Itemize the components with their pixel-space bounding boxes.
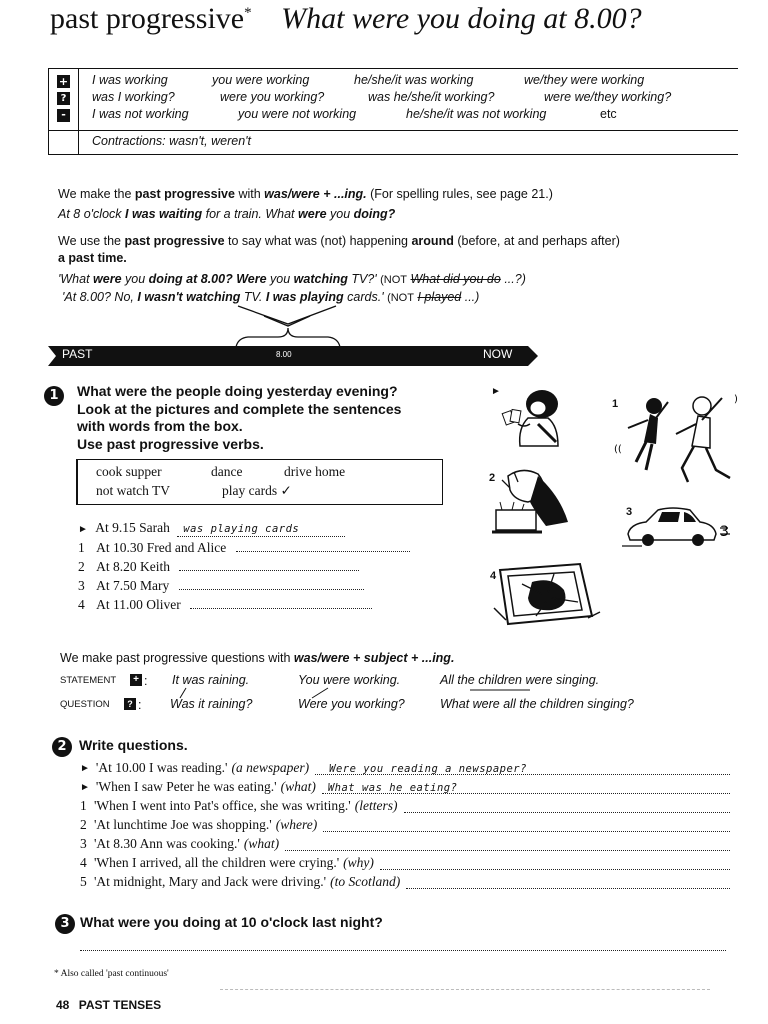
colon: : (138, 698, 142, 712)
answer-field[interactable] (380, 855, 730, 870)
text: past progressive (134, 187, 235, 201)
text: + subject + ...ing. (353, 651, 455, 665)
list-item (80, 779, 730, 795)
exercise-3-number: 3 (55, 914, 75, 934)
word-box-item: dance (211, 464, 243, 479)
exercise-1-number: 1 (44, 386, 64, 406)
answer-field[interactable] (179, 577, 364, 590)
text: was/were + ...ing. (264, 187, 367, 201)
exercise-1-instructions (77, 383, 401, 453)
item-number: ► (80, 763, 90, 774)
title-footnote-mark: * (244, 5, 252, 21)
instruction-line: Look at the pictures and complete the sentences (77, 400, 402, 417)
question-row (60, 697, 740, 715)
word-box-item: cook supper (96, 464, 162, 479)
item-number: 3 (80, 836, 87, 851)
answer-field[interactable] (179, 558, 359, 571)
item-number: 1 (78, 540, 85, 555)
item-cue: (what) (280, 779, 316, 794)
page-title-row (50, 2, 642, 36)
item-text: 'At 10.00 I was reading.' (95, 760, 228, 775)
question-label: QUESTION (60, 699, 110, 710)
text: ...?) (504, 272, 526, 286)
text: were (93, 272, 122, 286)
example-statement: You were working. (298, 673, 401, 687)
answer-field[interactable] (315, 760, 730, 775)
answer-field[interactable] (404, 798, 731, 813)
exercise-3-title: What were you doing at 10 o'clock last night? (80, 914, 383, 930)
answer-field[interactable] (190, 596, 372, 609)
picture-label: 4 (490, 570, 497, 582)
timeline-time-label: 8.00 (276, 350, 292, 359)
text: you (330, 207, 351, 221)
text: TV?' (351, 272, 377, 286)
item-number: 1 (80, 798, 87, 813)
text: I wasn't watching (137, 290, 241, 304)
list-item (80, 798, 730, 814)
woman-playing-cards-illustration (498, 384, 570, 452)
contractions-note: Contractions: wasn't, weren't (92, 134, 252, 148)
item-text: At 11.00 Oliver (96, 597, 181, 612)
explanation-2-line2: a past time. (58, 251, 127, 265)
list-item (78, 596, 372, 613)
item-text: At 10.30 Fred and Alice (96, 540, 227, 555)
list-item (80, 760, 730, 776)
item-text: 'At lunchtime Joe was shopping.' (94, 817, 272, 832)
answer-text: What was he eating? (327, 782, 458, 794)
conj-cell: you were working (212, 73, 310, 87)
item-text: 'At 8.30 Ann was cooking.' (94, 836, 240, 851)
text: 'At 8.00? No, (62, 290, 134, 304)
conj-cell: were we/they working? (544, 90, 672, 104)
answer-field[interactable] (406, 874, 730, 889)
word-box-item: drive home (284, 464, 346, 479)
item-number: 4 (78, 597, 85, 612)
text: We make the (58, 187, 132, 201)
exercise-3-answer-field[interactable] (80, 938, 726, 951)
text: past progressive (124, 234, 225, 248)
item-cue: (where) (275, 817, 318, 832)
text: (before, at and perhaps after) (457, 234, 620, 248)
colon: : (144, 674, 148, 688)
picture-label: 3 (626, 506, 633, 518)
exercise-2-number: 2 (52, 737, 72, 757)
item-cue: (to Scotland) (330, 874, 401, 889)
word-box (76, 459, 443, 505)
text: to say what was (not) happening (228, 234, 408, 248)
conj-cell: you were not working (238, 107, 357, 121)
item-text: 'When I saw Peter he was eating.' (95, 779, 277, 794)
example-3 (62, 290, 479, 304)
exercise-2-items (80, 760, 740, 900)
item-number: 5 (80, 874, 87, 889)
section-name: PAST TENSES (78, 998, 162, 1012)
conj-cell: he/she/it was working (354, 73, 474, 87)
exercise-2-title: Write questions. (79, 737, 188, 753)
plus-icon: + (130, 674, 142, 686)
text: you (125, 272, 146, 286)
item-cue: (what) (243, 836, 280, 851)
text: I was playing (265, 290, 344, 304)
answer-field[interactable] (323, 817, 730, 832)
answer-field[interactable] (236, 539, 410, 552)
svg-text:3: 3 (720, 524, 729, 540)
questions-intro (60, 651, 454, 665)
answer-field[interactable] (285, 836, 730, 851)
list-item (80, 817, 730, 833)
item-text: At 9.15 Sarah (95, 520, 170, 535)
conj-cell: were you working? (220, 90, 325, 104)
text: We use the (58, 234, 122, 248)
picture-label: ► (491, 386, 501, 397)
item-number: 4 (80, 855, 87, 870)
text: cards.' (347, 290, 384, 304)
item-cue: (letters) (354, 798, 398, 813)
conj-cell: was I working? (92, 90, 175, 104)
word-box-item: play cards ✓ (222, 483, 292, 498)
text: Were (236, 272, 267, 286)
timeline-graphic (48, 304, 548, 368)
text: around (411, 234, 454, 248)
item-number: ► (78, 524, 88, 535)
broken-tv-illustration (492, 562, 604, 628)
item-text: 'When I arrived, all the children were crying.' (94, 855, 340, 870)
text: We make past progressive questions with (60, 651, 291, 665)
conj-cell: I was not working (92, 107, 189, 121)
item-text: At 8.20 Keith (96, 559, 170, 574)
text: 'What (58, 272, 90, 286)
man-cooking-illustration (488, 466, 580, 546)
text: I was waiting (125, 207, 203, 221)
question-icon: ? (124, 698, 136, 710)
couple-dancing-illustration (606, 384, 746, 488)
conj-cell: etc (600, 107, 617, 121)
item-cue: (why) (343, 855, 374, 870)
statement-label: STATEMENT (60, 675, 117, 686)
timeline-past-label: PAST (62, 347, 93, 361)
page-title: past progressive (50, 2, 245, 35)
item-number: 2 (78, 559, 85, 574)
item-text: 'At midnight, Mary and Jack were driving.' (94, 874, 327, 889)
text: ...) (464, 290, 480, 304)
text: TV. (243, 290, 263, 304)
text: (NOT (387, 292, 414, 304)
timeline-now-label: NOW (483, 347, 513, 361)
text: were (298, 207, 327, 221)
answer-text: was playing cards (183, 523, 300, 535)
svg-text:((: (( (614, 444, 622, 455)
item-cue: (a newspaper) (231, 760, 310, 775)
answer-field[interactable] (177, 520, 345, 537)
answer-text: Were you reading a newspaper? (329, 763, 527, 775)
explanation-2 (58, 234, 620, 248)
car-driving-illustration (622, 504, 738, 550)
picture-label: 1 (612, 398, 619, 410)
text: What did you do (410, 272, 501, 286)
word-box-item: not watch TV (96, 483, 170, 498)
explanation-1 (58, 187, 553, 201)
minus-icon: - (57, 109, 70, 122)
conjugation-table (48, 68, 738, 154)
list-item (78, 520, 345, 537)
page-number: 48 (56, 998, 70, 1012)
example-statement: It was raining. (172, 673, 250, 687)
item-text: 'When I went into Pat's office, she was writing.' (94, 798, 351, 813)
example-statement: All the children were singing. (440, 673, 600, 687)
instruction-line: with words from the box. (77, 418, 243, 434)
text: (For spelling rules, see page 21.) (370, 187, 553, 201)
text: I played (417, 290, 462, 304)
text: you (270, 272, 291, 286)
text: with (238, 187, 261, 201)
text: was/were (293, 651, 350, 665)
page-subtitle: What were you doing at 8.00? (281, 2, 642, 35)
instruction-line: Use past progressive verbs. (77, 435, 264, 452)
item-number: ► (80, 782, 90, 793)
example-question: Were you working? (298, 697, 405, 711)
text: watching (293, 272, 348, 286)
item-number: 3 (78, 578, 85, 593)
text: for a train. What (205, 207, 295, 221)
example-1 (58, 207, 395, 221)
item-number: 2 (80, 817, 87, 832)
conj-cell: was he/she/it working? (368, 90, 495, 104)
text: doing at 8.00? (148, 272, 233, 286)
text: doing? (353, 207, 396, 221)
conj-cell: I was working (92, 73, 168, 87)
conj-cell: he/she/it was not working (406, 107, 547, 121)
text: (NOT (380, 274, 408, 286)
conj-cell: we/they were working (524, 73, 645, 87)
example-2 (58, 272, 526, 286)
example-question: What were all the children singing? (440, 697, 634, 711)
plus-icon: + (58, 75, 69, 88)
instruction-line: What were the people doing yesterday evening? (77, 383, 398, 399)
footnote: * Also called 'past continuous' (54, 969, 169, 979)
list-item (78, 539, 410, 556)
picture-label: 2 (489, 472, 496, 484)
list-item (80, 855, 730, 871)
example-question: Was it raining? (170, 697, 253, 711)
list-item (78, 577, 364, 594)
item-text: At 7.50 Mary (96, 578, 170, 593)
list-item (78, 558, 359, 575)
list-item (80, 836, 730, 852)
footer-dashes (220, 989, 710, 990)
text: At 8 o'clock (58, 207, 122, 221)
svg-text:): ) (734, 394, 738, 405)
list-item (80, 874, 730, 890)
page-footer (56, 998, 161, 1012)
answer-field[interactable] (322, 779, 730, 794)
question-icon: ? (57, 92, 70, 105)
